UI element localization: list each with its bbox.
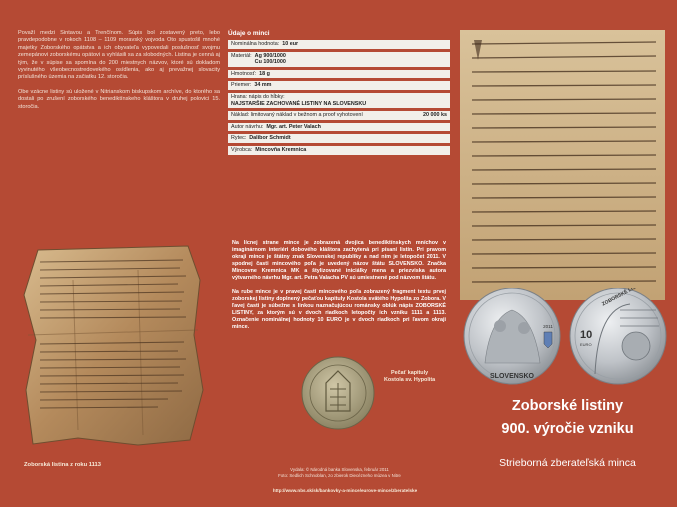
coin-description	[232, 240, 446, 337]
coins-image	[460, 288, 670, 388]
main-title-line-2: 900. výročie vzniku	[501, 421, 634, 437]
spec-engraver-value: Dalibor Schmidt	[249, 135, 291, 142]
spec-author-label: Autor návrhu:	[231, 123, 264, 130]
credits-line-2: Foto: Sedlich Schnoblan, zo zbierok Diecézneho múzea v Nitre	[278, 473, 401, 478]
spec-nominal	[228, 40, 450, 49]
spec-diameter-label: Priemer:	[231, 82, 252, 89]
coin-reverse	[570, 288, 666, 384]
credits-line-1: Vydala: © Národná banka Slovenska, február 2011	[290, 467, 389, 472]
reverse-value: 10	[580, 329, 593, 341]
obverse-year: 2011	[543, 324, 553, 329]
spec-engraver-label: Rytec:	[231, 135, 247, 142]
subtitle: Strieborná zberateľská minca	[499, 457, 636, 469]
spec-mintage-value: 20 000 ks	[423, 112, 447, 119]
spec-author-value: Mgr. art. Peter Valach	[266, 123, 321, 130]
spec-weight	[228, 70, 450, 79]
spec-material	[228, 52, 450, 67]
spec-material-value-2: Cu 100/1000	[254, 59, 286, 66]
spec-edge-value: NAJSTARŠIE ZACHOVANÉ LISTINY NA SLOVENSKU	[231, 100, 367, 107]
manuscript-caption: Zoborská listina z roku 1113	[24, 462, 102, 468]
obverse-description: Na lícnej strane mince je zobrazená dvojica benediktínskych mníchov v imaginárnom interiéri dobového kláštora zachytená pri písaní listín. Pri pravom okraji mince je štátny znak Slovenskej republiky a nad ním je letopočet 2011. V spodnej časti mincového poľa je uvedený názov štátu SLOVENSKO. Značka Mincovne Kremnica MK a štylizované iniciálky mena a priezviska autora výtvarného návrhu Mgr. art. Petra Valacha PV sú umiestnené pod názvom štátu.	[232, 240, 446, 282]
manuscript-1111-image	[460, 30, 665, 300]
main-title-line-1: Zoborské listiny	[511, 398, 624, 414]
spec-material-values	[255, 53, 447, 66]
spec-nominal-label: Nominálna hodnota:	[231, 41, 280, 47]
spec-mint	[228, 146, 450, 155]
spec-author	[228, 123, 450, 132]
spec-edge-label: Hrana: nápis do hĺbky:	[231, 93, 285, 100]
chapter-seal-image	[300, 355, 376, 431]
spec-diameter-value: 34 mm	[254, 82, 272, 89]
seal-caption-line-2: Kostola sv. Hypolita	[384, 377, 436, 383]
seal-caption	[384, 370, 435, 384]
spec-mintage-label: Náklad: limitovaný náklad v bežnom a proof vyhotovení	[231, 112, 363, 119]
spec-mintage	[228, 111, 450, 120]
spec-nominal-value: 10 eur	[282, 41, 299, 47]
coin-obverse	[464, 288, 560, 384]
specs-title: Údaje o minci	[228, 30, 270, 37]
credits	[232, 467, 447, 479]
spec-mint-label: Výrobca:	[231, 146, 253, 153]
spec-mint-value: Mincovňa Kremnica	[255, 146, 307, 153]
spec-engraver	[228, 134, 450, 143]
intro-paragraph-1: Považí medzi Sintavou a Trenčínom. Súpis bol zostavený preto, lebo pravdepodobne v rokoch 1108 – 1109 moravský vojvoda Oto spustošil mnohé majetky Zoborského opátstva a ich obyvateľa vypovedali poslušnosť svojmu zemepánovi zoborskému opátovi a vyhlásili sa za slobodných. Listina je cenná aj tým, že v súpise sa spomína do 200 miestnych názvov, ktoré sú dokladom vyvinutého všeobecnostredovekého osídlenia, ako aj prevažnej slovacity príslušného územia na začiatku 12. storočia.	[18, 30, 220, 81]
reverse-description: Na rube mince je v pravej časti mincového poľa zobrazený fragment textu prvej zoborskej listiny doplnený pečaťou kapituly Kostola svätého Hypolita zo Zobora. V ľavej časti je súbežne s linkou naznačujúcou románsky oblúk nápis ZOBORSKÉ LISTINY, za ktorým sú v dvoch riadkoch letopočty ich vzniku 1111 a 1113. Označenie nominálnej hodnoty 10 EURO je v dvoch riadkoch pri ľavom okraji mince.	[232, 288, 446, 331]
spec-material-label: Materiál:	[231, 52, 252, 59]
coin-specs-table	[228, 30, 450, 158]
nbs-link[interactable]: http://www.nbs.sk/sk/bankovky-a-mince/eurove-mince/zberatelske	[272, 488, 418, 493]
spec-weight-label: Hmotnosť:	[231, 70, 257, 77]
intro-paragraph-2: Obe vzácne listiny sú uložené v Nitrianskom biskupskom archíve, do ktorého sa dostali po zrušení zoborského benediktínskeho kláštora v druhej polovici 15. storočia.	[18, 88, 220, 110]
intro-text	[18, 30, 220, 118]
manuscript-1113-image	[18, 240, 208, 450]
spec-weight-value: 18 g	[259, 70, 270, 77]
reverse-unit: EURO	[580, 342, 592, 347]
obverse-country: SLOVENSKO	[490, 373, 534, 380]
spec-edge	[228, 93, 450, 108]
spec-diameter	[228, 81, 450, 90]
spec-material-value-1: Ag 900/1000	[254, 52, 286, 59]
seal-caption-line-1: Pečať kapituly	[391, 370, 429, 376]
